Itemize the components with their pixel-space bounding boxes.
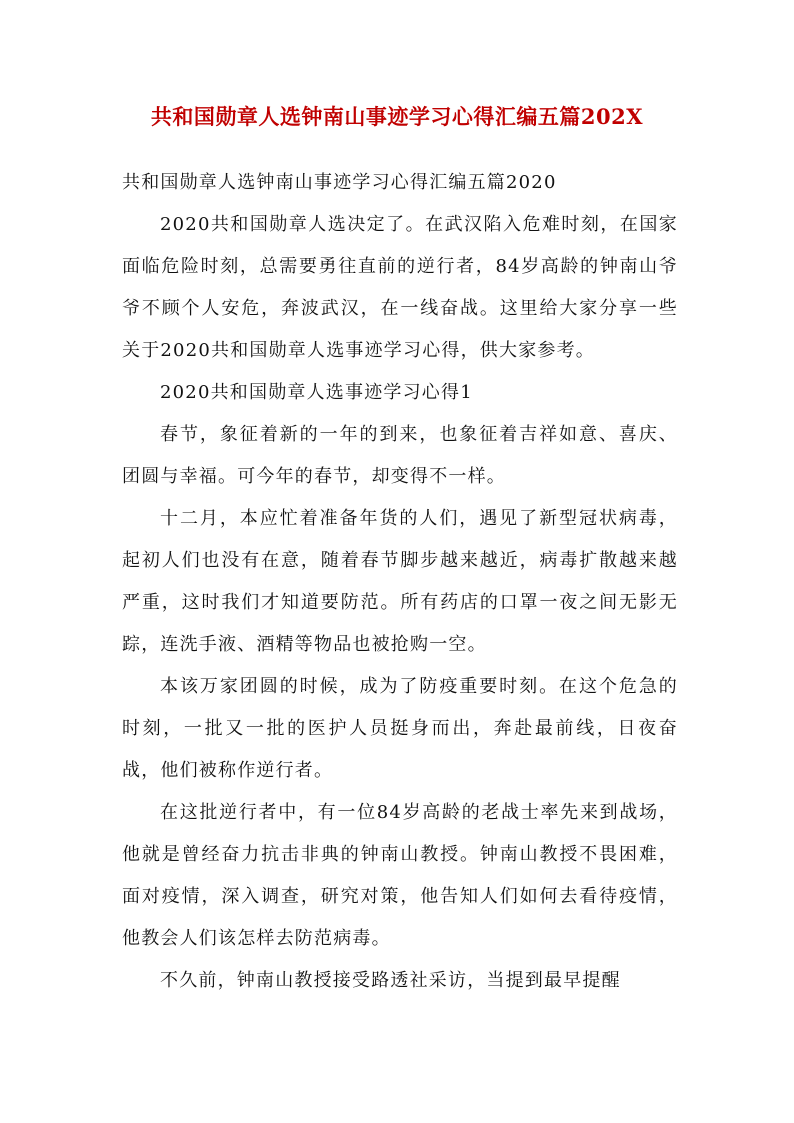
paragraph: 春节，象征着新的一年的到来，也象征着吉祥如意、喜庆、团圆与幸福。可今年的春节，却变得不一样。: [122, 424, 678, 487]
paragraph-intro: 2020共和国勋章人选决定了。在武汉陷入危难时刻，在国家面临危险时刻，总需要勇往直前的逆行者，84岁高龄的钟南山爷爷不顾个人安危，奔波武汉，在一线奋战。这里给大家分享一些关于2020共和国勋章人选事迹学习心得，供大家参考。: [122, 214, 678, 361]
section-heading: 2020共和国勋章人选事迹学习心得1: [160, 382, 473, 403]
paragraph: 不久前，钟南山教授接受路透社采访，当提到最早提醒: [160, 970, 621, 991]
paragraph: 十二月，本应忙着准备年货的人们，遇见了新型冠状病毒，起初人们也没有在意，随着春节脚步越来越近，病毒扩散越来越严重，这时我们才知道要防范。所有药店的口罩一夜之间无影无踪，连洗手液、酒精等物品也被抢购一空。: [122, 508, 678, 655]
paragraph: 在这批逆行者中，有一位84岁高龄的老战士率先来到战场，他就是曾经奋力抗击非典的钟南山教授。钟南山教授不畏困难，面对疫情，深入调查，研究对策，他告知人们如何去看待疫情，他教会人们该怎样去防范病毒。: [122, 802, 678, 949]
document-title: 共和国勋章人选钟南山事迹学习心得汇编五篇202X: [150, 104, 644, 129]
paragraph: 本该万家团圆的时候，成为了防疫重要时刻。在这个危急的时刻，一批又一批的医护人员挺身而出，奔赴最前线，日夜奋战，他们被称作逆行者。: [122, 676, 678, 781]
subtitle-line: 共和国勋章人选钟南山事迹学习心得汇编五篇2020: [122, 172, 557, 193]
document-body: [122, 162, 678, 1002]
